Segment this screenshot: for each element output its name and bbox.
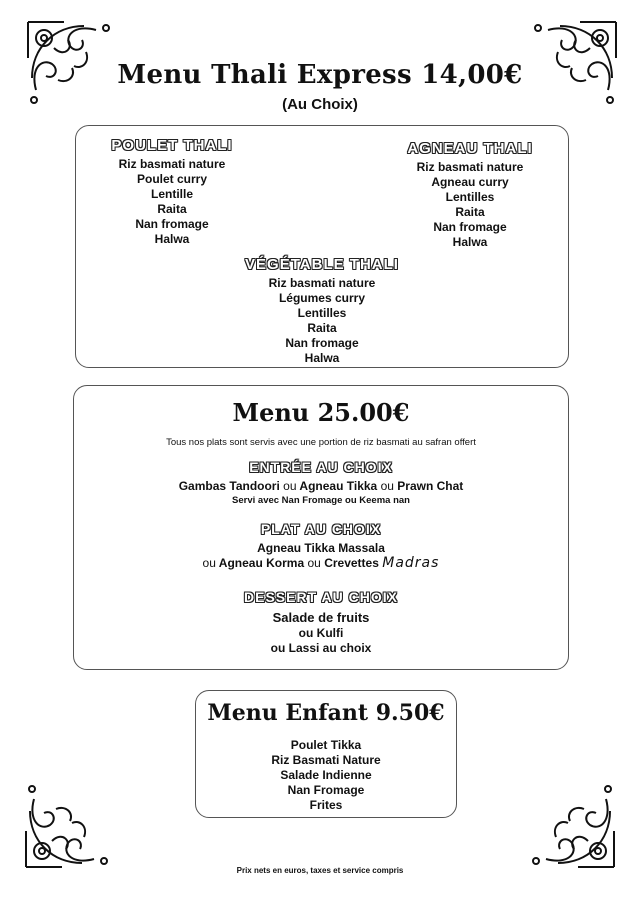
list-item: Raita [307, 321, 337, 335]
plat-option-korma: Agneau Korma [218, 556, 305, 570]
poulet-thali-heading: POULET THALI [111, 137, 233, 154]
plat-heading: PLAT AU CHOIX [260, 521, 382, 537]
entree-side-note: Servi avec Nan Fromage ou Keema nan [232, 495, 410, 506]
plat-option-crevettes: Crevettes [324, 556, 379, 570]
or-text: ou [202, 556, 216, 570]
vegetable-thali-section [220, 256, 424, 366]
list-item: Frites [309, 798, 343, 812]
list-item: Halwa [304, 351, 340, 365]
list-item: Salade Indienne [280, 768, 372, 782]
list-item: Nan fromage [135, 217, 209, 231]
entree-section [73, 459, 569, 507]
list-item: Poulet curry [136, 172, 208, 186]
menu-25-note: Tous nos plats sont servis avec une portion de riz basmati au safran offert [166, 437, 476, 448]
list-item: Raita [157, 202, 187, 216]
list-item: Riz Basmati Nature [271, 753, 381, 767]
menu-enfant-title: Menu Enfant 9.50€ [207, 700, 445, 726]
menu-enfant-items [195, 738, 457, 813]
list-item: Lentilles [297, 306, 347, 320]
list-item: Agneau curry [431, 175, 509, 189]
list-item: Nan fromage [433, 220, 507, 234]
plat-option-massala: Agneau Tikka Massala [257, 541, 385, 555]
entree-option-agneau: Agneau Tikka [299, 479, 378, 493]
ornament-corner-bottom-left-icon [22, 775, 118, 871]
poulet-thali-section [100, 137, 244, 247]
vegetable-thali-heading: VÉGÉTABLE THALI [245, 256, 399, 273]
plat-options [73, 556, 569, 571]
list-item: Riz basmati nature [268, 276, 376, 290]
list-item: Lentille [150, 187, 193, 201]
list-item: Riz basmati nature [416, 160, 524, 174]
list-item: Halwa [154, 232, 190, 246]
page-subtitle: (Au Choix) [282, 96, 358, 113]
page-title: Menu Thali Express 14,00€ [117, 60, 523, 90]
dessert-option-kulfi: ou Kulfi [298, 626, 344, 640]
agneau-thali-heading: AGNEAU THALI [407, 140, 533, 157]
agneau-thali-section [398, 140, 542, 250]
entree-option-prawn: Prawn Chat [397, 479, 464, 493]
plat-section [73, 521, 569, 571]
ornament-corner-bottom-right-icon [522, 775, 618, 871]
list-item: Riz basmati nature [118, 157, 226, 171]
menu-25-title: Menu 25.00€ [232, 398, 410, 427]
dessert-option-salade: Salade de fruits [272, 610, 370, 625]
dessert-heading: DESSERT AU CHOIX [244, 589, 398, 605]
entree-heading: ENTRÉE AU CHOIX [249, 459, 393, 475]
dessert-section [73, 589, 569, 656]
handwritten-madras: Madras [382, 555, 440, 571]
list-item: Légumes curry [278, 291, 366, 305]
or-text: ou [307, 556, 321, 570]
dessert-option-lassi: ou Lassi au choix [270, 641, 372, 655]
footer-note: Prix nets en euros, taxes et service compris [236, 866, 404, 875]
entree-option-gambas: Gambas Tandoori [178, 479, 280, 493]
list-item: Poulet Tikka [290, 738, 362, 752]
list-item: Raita [455, 205, 485, 219]
entree-options [73, 479, 569, 494]
list-item: Halwa [452, 235, 488, 249]
list-item: Nan fromage [285, 336, 359, 350]
list-item: Lentilles [445, 190, 495, 204]
or-text: ou [283, 479, 297, 493]
or-text: ou [380, 479, 394, 493]
list-item: Nan Fromage [287, 783, 365, 797]
